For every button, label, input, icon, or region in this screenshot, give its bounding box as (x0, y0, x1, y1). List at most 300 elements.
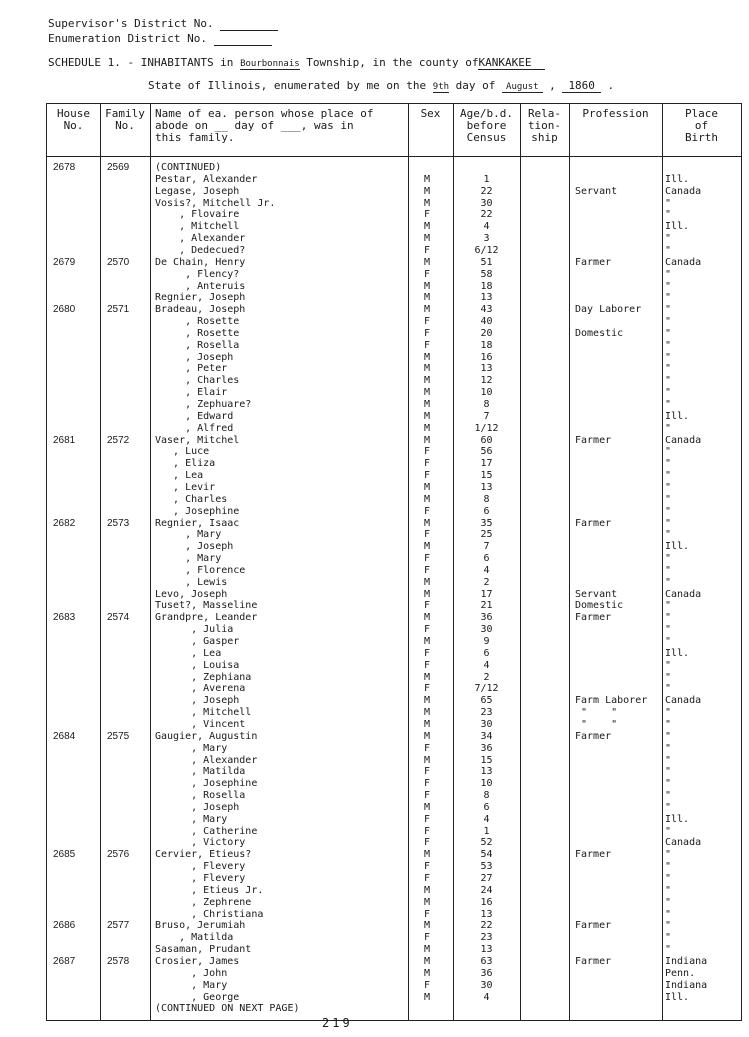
person-name: , Rosette (155, 316, 240, 328)
profession-value: Farmer (575, 434, 612, 446)
sex-value: M (424, 612, 431, 624)
sex-value: F (424, 813, 431, 825)
header-family-no: Family No. (105, 107, 145, 132)
sex-value: M (424, 896, 431, 908)
age-value: 30 (480, 718, 493, 730)
sex-value: F (424, 553, 431, 565)
header-name: Name of ea. person whose place of abode on __ day of ___, was in this family. (155, 107, 374, 144)
birthplace-value: Penn. (665, 967, 696, 979)
birthplace-value: " (665, 316, 672, 328)
age-value: 2 (483, 671, 490, 683)
family-number: 2573 (107, 517, 130, 529)
birthplace-value: " (665, 742, 672, 754)
sex-value: M (424, 410, 431, 422)
age-value: 8 (483, 493, 490, 505)
age-value: 35 (480, 517, 493, 529)
birthplace-value: " (665, 908, 672, 920)
sex-value: F (424, 339, 431, 351)
enumeration-district-label: Enumeration District No. (48, 32, 207, 45)
township-value: Bourbonnais (240, 59, 300, 69)
birthplace-value: Ill. (665, 410, 690, 422)
profession-value: Farmer (575, 730, 612, 742)
birthplace-value: " (665, 600, 672, 612)
person-name: , Joseph (155, 695, 240, 707)
sex-value: M (424, 849, 431, 861)
year-value: 1860 (562, 79, 601, 93)
header-house-no: House No. (56, 107, 91, 132)
person-name: , Zephuare? (155, 399, 252, 410)
person-name: , Lea (155, 647, 222, 659)
person-name: , Mary (155, 742, 228, 754)
birthplace-value: " (665, 896, 672, 908)
age-value: 53 (480, 861, 493, 873)
schedule-label: SCHEDULE 1. - INHABITANTS in (48, 56, 234, 69)
sex-value: M (424, 884, 431, 896)
person-name: , Lea (155, 470, 204, 482)
sex-value: M (424, 730, 431, 742)
birthplace-value: " (665, 209, 672, 221)
sex-value: M (424, 280, 431, 292)
age-value: 4 (483, 659, 490, 671)
house-number: 2685 (53, 849, 76, 861)
person-name: , Rosella (155, 339, 240, 351)
sex-value: M (424, 197, 431, 209)
birthplace-value: " (665, 529, 672, 541)
age-value: 63 (480, 955, 493, 967)
birthplace-value: " (665, 268, 672, 280)
person-name: , Flevery (155, 861, 246, 873)
age-value: 4 (483, 564, 490, 576)
birthplace-value: " (665, 481, 672, 493)
column-divider (520, 104, 521, 1020)
person-name: Vaser, Mitchel (155, 434, 240, 446)
person-name: Gaugier, Augustin (155, 730, 258, 742)
sex-value: F (424, 624, 431, 636)
birthplace-value: Indiana (665, 955, 708, 967)
state-mid-label: day of (455, 79, 496, 92)
sex-value: M (424, 636, 431, 647)
sex-value: F (424, 316, 431, 328)
profession-value: Domestic (575, 600, 624, 612)
person-name: , Joseph (155, 541, 234, 553)
month-value: August (502, 82, 543, 93)
family-number: 2570 (107, 256, 130, 268)
header-relationship: Rela- tion- ship (527, 107, 562, 144)
person-name: , Josephine (155, 505, 240, 517)
age-value: 30 (480, 624, 493, 636)
person-name: , Mary (155, 553, 222, 565)
family-number: 2572 (107, 434, 130, 446)
person-name: , Eliza (155, 458, 216, 470)
person-name: , Anteruis (155, 280, 246, 292)
birthplace-value: " (665, 233, 672, 245)
family-number: 2576 (107, 849, 130, 861)
age-value: 7 (483, 541, 490, 553)
header-place-of-birth: Place of Birth (684, 107, 719, 144)
birthplace-value: Ill. (665, 647, 690, 659)
sex-value: M (424, 517, 431, 529)
sex-value: F (424, 505, 431, 517)
person-name: , Mary (155, 813, 228, 825)
age-value: 15 (480, 754, 493, 766)
person-name: , Zephiana (155, 671, 252, 683)
person-name: , Lewis (155, 576, 228, 588)
age-value: 54 (480, 849, 493, 861)
birthplace-value: " (665, 304, 672, 316)
birthplace-value: " (665, 517, 672, 529)
age-value: 13 (480, 292, 493, 304)
house-number: 2680 (53, 304, 76, 316)
header-divider (47, 156, 741, 157)
age-value: 23 (480, 932, 493, 944)
person-name: , Flevery (155, 873, 246, 884)
sex-value: F (424, 244, 431, 256)
age-value: 30 (480, 197, 493, 209)
birthplace-value: Ill. (665, 541, 690, 553)
age-value: 12 (480, 375, 493, 387)
person-name: , Victory (155, 837, 246, 849)
birthplace-value: " (665, 671, 672, 683)
person-name: , Florence (155, 564, 246, 576)
profession-value: Farmer (575, 256, 612, 268)
profession-value: Farm Laborer (575, 695, 648, 707)
family-number: 2575 (107, 730, 130, 742)
header-profession: Profession (582, 107, 649, 120)
age-value: 36 (480, 612, 493, 624)
day-value: 9th (432, 82, 450, 92)
person-name: , Joseph (155, 801, 240, 813)
birthplace-value: " (665, 375, 672, 387)
sex-value: M (424, 434, 431, 446)
profession-value: Farmer (575, 849, 612, 861)
birthplace-value: Canada (665, 695, 702, 707)
person-name: , Averena (155, 683, 246, 695)
birthplace-value: " (665, 612, 672, 624)
age-value: 4 (483, 813, 490, 825)
birthplace-value: Ill. (665, 221, 690, 233)
sex-value: F (424, 825, 431, 837)
age-value: 16 (480, 351, 493, 363)
person-name: , Dedecued? (155, 244, 246, 256)
sex-value: M (424, 256, 431, 268)
supervisor-district-line (48, 17, 278, 31)
age-value: 18 (480, 280, 493, 292)
sex-value: M (424, 221, 431, 233)
state-line: State of Illinois, enumerated by me on the 9th day of August , 1860 . (148, 79, 615, 92)
age-value: 13 (480, 944, 493, 956)
birthplace-value: " (665, 363, 672, 375)
birthplace-value: " (665, 884, 672, 896)
house-number: 2683 (53, 612, 76, 624)
person-name: , Charles (155, 493, 228, 505)
person-name: Pestar, Alexander (155, 173, 258, 185)
birthplace-value: " (665, 636, 672, 647)
birthplace-value: " (665, 920, 672, 932)
column-divider (662, 104, 663, 1020)
house-number: 2678 (53, 162, 76, 173)
sex-value: M (424, 944, 431, 956)
sex-value: F (424, 778, 431, 790)
sex-value: M (424, 493, 431, 505)
birthplace-value: " (665, 564, 672, 576)
sex-value: F (424, 209, 431, 221)
birthplace-value: Canada (665, 256, 702, 268)
age-value: 51 (480, 256, 493, 268)
column-divider (408, 104, 409, 1020)
column-divider (569, 104, 570, 1020)
age-value: 17 (480, 588, 493, 600)
birthplace-value: " (665, 873, 672, 884)
person-name: , Mary (155, 529, 222, 541)
age-value: 24 (480, 884, 493, 896)
birthplace-value: " (665, 244, 672, 256)
enumeration-district-line (48, 32, 272, 46)
sex-value: M (424, 576, 431, 588)
sex-value: M (424, 292, 431, 304)
birthplace-value: " (665, 339, 672, 351)
person-name: , Mary (155, 979, 228, 991)
person-name: , Mitchell (155, 221, 240, 233)
age-value: 7/12 (474, 683, 499, 695)
age-value: 10 (480, 778, 493, 790)
column-divider (100, 104, 101, 1020)
person-name: , Vincent (155, 718, 246, 730)
sex-value: M (424, 801, 431, 813)
age-value: 9 (483, 636, 490, 647)
person-name: , Matilda (155, 932, 234, 944)
birthplace-value: " (665, 505, 672, 517)
birthplace-value: " (665, 458, 672, 470)
sex-value: M (424, 541, 431, 553)
birthplace-value: " (665, 801, 672, 813)
birthplace-value: " (665, 292, 672, 304)
birthplace-value: " (665, 861, 672, 873)
person-name: , Louisa (155, 659, 240, 671)
age-value: 6/12 (474, 244, 499, 256)
birthplace-value: " (665, 778, 672, 790)
person-name: , Gasper (155, 636, 240, 647)
age-value: 8 (483, 790, 490, 802)
person-name: , Levir (155, 481, 216, 493)
family-number: 2578 (107, 955, 130, 967)
age-value: 22 (480, 209, 493, 221)
sex-value: F (424, 790, 431, 802)
profession-value: Servant (575, 185, 618, 197)
age-value: 4 (483, 221, 490, 233)
house-number: 2686 (53, 920, 76, 932)
person-name: Regnier, Joseph (155, 292, 246, 304)
age-value: 1/12 (474, 422, 499, 434)
age-value: 56 (480, 446, 493, 458)
supervisor-district-blank (220, 17, 278, 31)
age-value: 43 (480, 304, 493, 316)
profession-value: " " (575, 718, 618, 730)
person-name: , Joseph (155, 351, 234, 363)
birthplace-value: Canada (665, 588, 702, 600)
supervisor-district-label: Supervisor's District No. (48, 17, 214, 30)
person-name: , Josephine (155, 778, 258, 790)
person-name: Regnier, Isaac (155, 517, 240, 529)
age-value: 8 (483, 399, 490, 410)
county-value: KANKAKEE (478, 56, 545, 70)
birthplace-value: " (665, 707, 672, 719)
birthplace-value: " (665, 470, 672, 482)
page-number: 219 (322, 1016, 353, 1030)
profession-value: Farmer (575, 612, 612, 624)
birthplace-value: " (665, 553, 672, 565)
age-value: 22 (480, 920, 493, 932)
age-value: 2 (483, 576, 490, 588)
person-name: , Julia (155, 624, 234, 636)
person-name: Sasaman, Prudant (155, 944, 252, 956)
person-name: Bradeau, Joseph (155, 304, 246, 316)
birthplace-value: " (665, 327, 672, 339)
person-name: , George (155, 991, 240, 1003)
sex-value: M (424, 399, 431, 410)
person-name: , Rosella (155, 790, 246, 802)
profession-value: " " (575, 707, 618, 719)
sex-value: F (424, 600, 431, 612)
birthplace-value: Indiana (665, 979, 708, 991)
birthplace-value: Ill. (665, 991, 690, 1003)
birthplace-value: " (665, 659, 672, 671)
state-label: State of Illinois, enumerated by me on the (148, 79, 427, 92)
age-value: 1 (483, 173, 490, 185)
sex-value: M (424, 718, 431, 730)
age-value: 7 (483, 410, 490, 422)
birthplace-value: Canada (665, 837, 702, 849)
sex-value: F (424, 470, 431, 482)
person-name: (CONTINUED) (155, 162, 222, 173)
person-name: , Catherine (155, 825, 258, 837)
birthplace-value: " (665, 493, 672, 505)
family-number: 2569 (107, 162, 130, 173)
age-value: 58 (480, 268, 493, 280)
profession-value: Domestic (575, 327, 624, 339)
person-name: Cervier, Etieus? (155, 849, 252, 861)
sex-value: F (424, 932, 431, 944)
sex-value: M (424, 707, 431, 719)
sex-value: M (424, 375, 431, 387)
house-number: 2682 (53, 517, 76, 529)
person-name: , Charles (155, 375, 240, 387)
house-number: 2687 (53, 955, 76, 967)
person-name: , Luce (155, 446, 210, 458)
person-name: , Alfred (155, 422, 234, 434)
age-value: 13 (480, 363, 493, 375)
age-value: 17 (480, 458, 493, 470)
sex-value: F (424, 766, 431, 778)
person-name: , Etieus Jr. (155, 884, 264, 896)
birthplace-value: " (665, 683, 672, 695)
sex-value: F (424, 659, 431, 671)
person-name: , Peter (155, 363, 228, 375)
person-name: , Matilda (155, 766, 246, 778)
sex-value: M (424, 185, 431, 197)
sex-value: F (424, 861, 431, 873)
age-value: 52 (480, 837, 493, 849)
birthplace-value: " (665, 351, 672, 363)
house-number: 2681 (53, 434, 76, 446)
birthplace-value: Ill. (665, 813, 690, 825)
age-value: 20 (480, 327, 493, 339)
birthplace-value: " (665, 944, 672, 956)
person-name: Grandpre, Leander (155, 612, 258, 624)
sex-value: F (424, 268, 431, 280)
person-name: De Chain, Henry (155, 256, 246, 268)
age-value: 30 (480, 979, 493, 991)
sex-value: F (424, 683, 431, 695)
sex-value: F (424, 837, 431, 849)
age-value: 16 (480, 896, 493, 908)
age-value: 36 (480, 967, 493, 979)
sex-value: M (424, 920, 431, 932)
person-name: , John (155, 967, 228, 979)
sex-value: F (424, 529, 431, 541)
sex-value: M (424, 351, 431, 363)
header-sex: Sex (420, 107, 441, 120)
age-value: 27 (480, 873, 493, 884)
person-name: , Alexander (155, 233, 246, 245)
census-table (46, 103, 742, 1021)
sex-value: M (424, 363, 431, 375)
sex-value: M (424, 967, 431, 979)
age-value: 21 (480, 600, 493, 612)
age-value: 36 (480, 742, 493, 754)
sex-value: M (424, 233, 431, 245)
sex-value: F (424, 908, 431, 920)
sex-value: M (424, 695, 431, 707)
age-value: 6 (483, 553, 490, 565)
age-value: 18 (480, 339, 493, 351)
sex-value: M (424, 422, 431, 434)
age-value: 6 (483, 505, 490, 517)
age-value: 1 (483, 825, 490, 837)
sex-value: M (424, 481, 431, 493)
sex-value: F (424, 742, 431, 754)
sex-value: F (424, 979, 431, 991)
person-name: , Elair (155, 387, 228, 399)
birthplace-value: Canada (665, 185, 702, 197)
sex-value: M (424, 991, 431, 1003)
age-value: 10 (480, 387, 493, 399)
age-value: 13 (480, 908, 493, 920)
birthplace-value: Canada (665, 434, 702, 446)
sex-value: M (424, 671, 431, 683)
age-value: 22 (480, 185, 493, 197)
sex-value: M (424, 955, 431, 967)
person-name: , Flovaire (155, 209, 240, 221)
sex-value: M (424, 754, 431, 766)
age-value: 13 (480, 766, 493, 778)
birthplace-value: " (665, 446, 672, 458)
birthplace-value: " (665, 399, 672, 410)
profession-value: Farmer (575, 920, 612, 932)
person-name: (CONTINUED ON NEXT PAGE) (155, 1003, 300, 1015)
sex-value: F (424, 327, 431, 339)
person-name: , Edward (155, 410, 234, 422)
sex-value: F (424, 446, 431, 458)
age-value: 65 (480, 695, 493, 707)
sex-value: M (424, 173, 431, 185)
profession-value: Farmer (575, 517, 612, 529)
age-value: 15 (480, 470, 493, 482)
sex-value: M (424, 588, 431, 600)
birthplace-value: Ill. (665, 173, 690, 185)
birthplace-value: " (665, 730, 672, 742)
sex-value: F (424, 458, 431, 470)
house-number: 2679 (53, 256, 76, 268)
